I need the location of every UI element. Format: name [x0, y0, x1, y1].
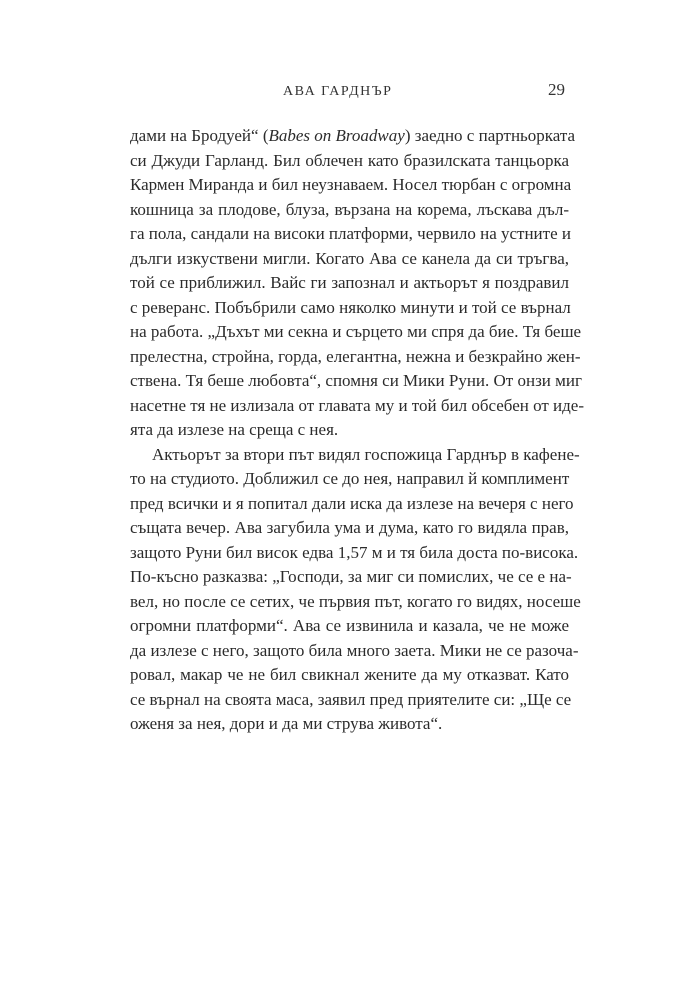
- text-line: насетне тя не излизала от главата му и той бил обсебен от иде-: [130, 395, 585, 415]
- page-number: 29: [548, 80, 565, 99]
- text-line: [130, 124, 576, 149]
- text-line: защото Руни бил висок едва 1,57 м и тя била доста по-висока.: [130, 542, 579, 562]
- text-line: той се приближил. Вайс ги запознал и актьорът я поздравил: [130, 273, 569, 292]
- text-line: с реверанс. Побъбрили само няколко минути и той се върнал: [130, 297, 571, 317]
- text-line: огромни платформи“. Ава се извинила и казала, че не може: [130, 616, 569, 635]
- body-text: [130, 124, 585, 737]
- text-line: Актьорът за втори път видял госпожица Гарднър в кафене-: [152, 444, 580, 464]
- text-line: вел, но после се сетих, че първия път, когато го видях, носеше: [130, 591, 581, 611]
- text-line: се върнал на своята маса, заявил пред приятелите си: „Ще се: [130, 689, 572, 709]
- text-line: Кармен Миранда и бил неузнаваем. Носел тюрбан с огромна: [130, 175, 572, 194]
- text-line: По-късно разказва: „Господи, за миг си помислих, че се е на-: [130, 567, 572, 586]
- text-line: га пола, сандали на високи платформи, червило на устните и: [130, 224, 571, 243]
- text-line: ята да излезе на среща с нея.: [130, 420, 339, 439]
- text-line: ствена. Тя беше любовта“, спомня си Мики Руни. От онзи миг: [130, 371, 582, 390]
- text-line: оженя за нея, дори и да ми струва живота“.: [130, 714, 443, 733]
- running-head-title: АВА ГАРДНЪР: [283, 84, 393, 99]
- text-line: то на студиото. Доближил се до нея, направил й комплимент: [130, 469, 570, 488]
- text-line: си Джуди Гарланд. Бил облечен като бразилската танцьорка: [130, 150, 569, 170]
- text-line: прелестна, стройна, горда, елегантна, нежна и безкрайно жен-: [130, 346, 581, 366]
- text-line: същата вечер. Ава загубила ума и дума, като го видяла прав,: [130, 518, 569, 537]
- italic-title: Babes on Broadway: [268, 126, 405, 145]
- text-span: ) заедно с партньорката: [404, 126, 576, 145]
- text-line: на работа. „Дъхът ми секна и сърцето ми спря да бие. Тя беше: [130, 322, 582, 341]
- text-line: кошница за плодове, блуза, вързана на корема, лъскава дъл-: [130, 199, 569, 219]
- text-line: дълги изкуствени мигли. Когато Ава се канела да си тръгва,: [130, 248, 569, 268]
- text-line: ровал, макар че не бил свикнал жените да му отказват. Като: [130, 665, 569, 684]
- text-line: пред всички и я попитал дали иска да излезе на вечеря с него: [130, 493, 574, 513]
- text-span: дами на Бродуей“ (: [130, 126, 269, 145]
- text-line: да излезе с него, защото била много заета. Мики не се разоча-: [130, 640, 579, 660]
